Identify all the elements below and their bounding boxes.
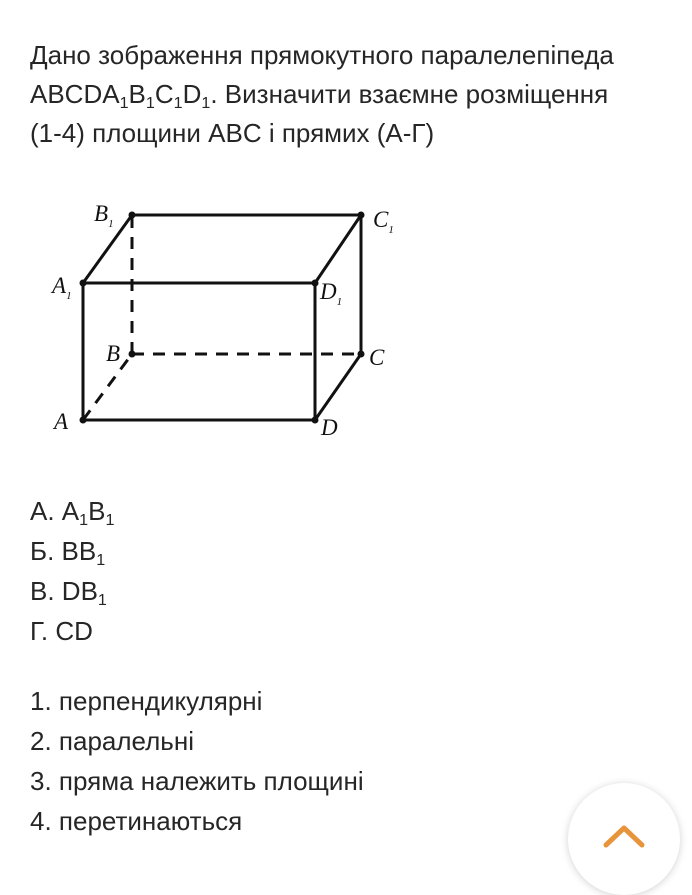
relation-option-4: 4. перетинаються [30,806,243,836]
relations-list [30,681,364,841]
line-option-a: А. $A_1B_1$ [30,496,115,530]
question-line-3: (1-4) площини ABC і прямих (А-Г) [30,118,435,148]
relation-option-2: 2. паралельні [30,726,194,756]
vertex-label-b: B [106,341,121,366]
vertex-point-b1 [129,212,136,219]
edge-d1-c1 [315,215,361,283]
line-option-v: В. $DB_1$ [30,576,107,610]
vertex-label-c: C [369,345,385,370]
line-option-g: Г. CD [30,616,93,646]
edge-d-c [315,354,361,420]
vertex-point-a [80,417,87,424]
scroll-to-top-button[interactable] [568,783,680,895]
vertex-label-c1: $C_1$ [373,207,394,236]
vertex-label-d1: $D_1$ [320,279,343,308]
vertex-label-a: A [54,409,69,434]
vertex-point-b [129,351,136,358]
question-line-2: $ABCDA_1B_1C_1D_1$. Визначити взаємне розміщення [30,79,609,113]
vertex-point-c [358,351,365,358]
lines-list [30,491,114,651]
parallelepiped-diagram [40,187,416,457]
question-text [30,36,675,153]
relation-option-3: 3. пряма належить площині [30,766,364,796]
vertex-point-c1 [358,212,365,219]
vertex-point-a1 [80,280,87,287]
question-line-1: Дано зображення прямокутного паралелепіпеда [30,40,614,70]
vertex-point-d [312,417,319,424]
vertex-label-a1: $A_1$ [52,273,72,302]
vertex-label-b1: $B_1$ [94,201,114,230]
line-option-b: Б. $BB_1$ [30,536,106,570]
parallelepiped-figure [40,187,416,457]
relation-option-1: 1. перпендикулярні [30,686,263,716]
vertex-point-d1 [312,280,319,287]
vertex-label-d: D [321,415,338,440]
chevron-up-icon [602,823,646,849]
